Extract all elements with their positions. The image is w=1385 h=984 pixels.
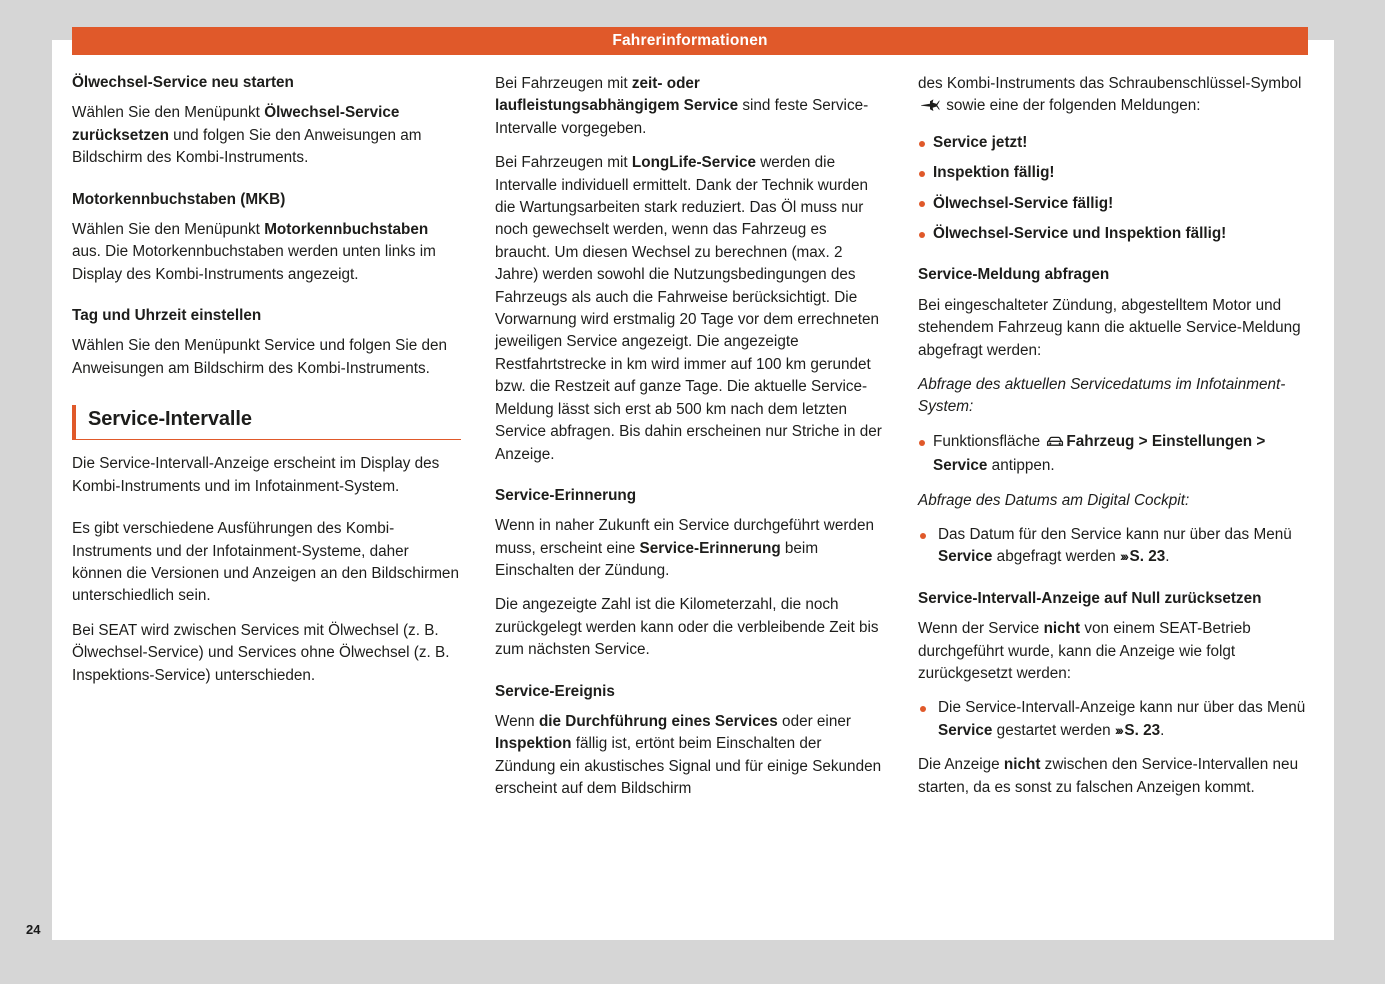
text-run-bold: Fahrzeug > Einstellungen > Service — [933, 432, 1266, 475]
service-messages-list — [918, 132, 1307, 246]
text-columns — [72, 73, 1308, 913]
text-run: von einem SEAT-Betrieb durchgeführt wurde, kann die Anzeige wie folgt zurückgesetzt werden: — [918, 620, 1251, 682]
text-run-bold: LongLife-Service — [631, 154, 756, 172]
paragraph-reset-warning — [918, 754, 1307, 799]
list-item-label: Service jetzt! — [933, 133, 1028, 151]
bullet-icon — [920, 533, 926, 539]
heading-mkb: Motorkennbuchstaben (MKB) — [72, 190, 286, 208]
text-run-bold: nicht — [1043, 620, 1081, 638]
text-run: antippen. — [987, 457, 1055, 475]
text-run: beim Einschalten der Zündung. — [495, 539, 819, 580]
text-run: Bei Fahrzeugen mit — [495, 75, 632, 92]
text-run: Das Datum für den Service kann nur über das Menü — [938, 526, 1292, 544]
text-run: sowie eine der folgenden Meldungen: — [942, 97, 1201, 115]
heading-oil-reset: Ölwechsel-Service neu starten — [72, 74, 294, 91]
section-heading-service-intervalle: Service-Intervalle — [72, 405, 461, 440]
running-head-title: Fahrerinformationen — [612, 32, 768, 49]
list-item — [918, 697, 1307, 742]
text-run-bold: Motorkennbuchstaben — [264, 220, 429, 238]
reset-steps-list — [918, 697, 1307, 742]
text-run: Wählen Sie den Menüpunkt — [72, 104, 265, 122]
text-run: Wenn in naher Zukunft ein Service durchgeführt werden muss, erscheint eine — [495, 517, 874, 557]
text-run: Wählen Sie den Menüpunkt — [72, 220, 265, 238]
list-item-label: Ölwechsel-Service fällig! — [933, 194, 1114, 212]
heading-time-date: Tag und Uhrzeit einstellen — [72, 307, 262, 325]
paragraph-mkb — [72, 219, 461, 286]
list-item — [918, 431, 1307, 478]
text-run: Die Service-Intervall-Anzeige kann nur über das Menü — [938, 699, 1306, 717]
text-run-italic: Abfrage des aktuellen Servicedatums im Infotainment-System: — [918, 376, 1286, 416]
text-run: Bei Fahrzeugen mit — [495, 154, 632, 172]
bullet-icon — [919, 201, 925, 207]
cross-reference-label: S. 23 — [1129, 548, 1166, 566]
text-run-bold: Service — [938, 548, 993, 566]
text-run: Funktionsfläche — [933, 432, 1045, 450]
text-run: Die Anzeige — [918, 756, 1004, 774]
cross-reference[interactable] — [1120, 548, 1165, 565]
paragraph-query-conditions: Bei eingeschalteter Zündung, abgestelltem Motor und stehendem Fahrzeug kann die aktuelle Service-Meldung abgefragt werden: — [918, 296, 1301, 359]
column-right — [918, 73, 1307, 913]
bullet-icon — [919, 171, 925, 177]
text-run: . — [1165, 548, 1170, 566]
list-item-label: Inspektion fällig! — [933, 164, 1055, 182]
paragraph-oil-reset — [72, 102, 461, 169]
cross-reference[interactable] — [1115, 722, 1160, 739]
paragraph-fixed-intervals — [495, 73, 884, 140]
text-run: oder einer — [777, 713, 851, 731]
text-run-bold: Ölwechsel-Service zurücksetzen — [72, 104, 400, 144]
paragraph-kilometers: Die angezeigte Zahl ist die Kilometerzahl, die noch zurückgelegt werden kann oder die verbleibende Zeit bis zum nächsten Service. — [495, 596, 879, 659]
heading-service-ereignis: Service-Ereignis — [495, 682, 615, 700]
list-item — [918, 193, 1307, 215]
text-run: des Kombi-Instruments das Schraubenschlüssel-Symbol — [918, 75, 1302, 92]
bullet-icon — [919, 232, 925, 238]
list-item — [918, 524, 1307, 569]
paragraph-reset-intro — [918, 618, 1307, 685]
bullet-icon — [919, 141, 925, 147]
paragraph-variants: Es gibt verschiedene Ausführungen des Kombi-Instruments und der Infotainment-Systeme, daher können die Versionen und Anzeigen an den Bildschirmen unterschiedlich sein. — [72, 520, 459, 605]
text-run-bold: Service — [938, 721, 993, 739]
heading-service-erinnerung: Service-Erinnerung — [495, 486, 637, 504]
text-run-italic: Abfrage des Datums am Digital Cockpit: — [918, 491, 1190, 509]
infotainment-steps-list — [918, 431, 1307, 478]
text-run: Wenn — [495, 713, 539, 731]
heading-service-meldung-abfragen: Service-Meldung abfragen — [918, 266, 1110, 284]
list-item — [918, 132, 1307, 154]
column-middle — [495, 73, 884, 913]
cross-reference-label: S. 23 — [1124, 721, 1161, 739]
text-run: werden die Intervalle individuell ermittelt. Dank der Technik wurden die Wartungsarbeiten stark reduziert. Das Öl muss nur noch gewechselt werden, wenn das Fahrzeug es braucht. Um diesen Wechsel zu berechnen (max. 2 Jahre) werden sowohl die Nutzungsbedingungen des Fahrzeugs als auch die Fahrweise berücksichtigt. Die Vorwarnung wird erstmalig 20 Tage vor dem errechneten jeweiligen Service angezeigt. Die angezeigte Restfahrtstrecke in km wird immer auf 100 km gerundet bzw. die Restzeit auf ganze Tage. Die aktuelle Service-Meldung lässt sich erst ab 500 km nach dem letzten Service abfragen. Bis dahin erscheinen nur Striche in der Anzeige. — [495, 154, 882, 463]
paragraph-cockpit-query-intro — [918, 490, 1307, 512]
text-run: Wenn der Service — [918, 620, 1044, 638]
text-run: abgefragt werden — [992, 548, 1120, 566]
text-run: und folgen Sie den Anweisungen am Bildschirm des Kombi-Instruments. — [72, 126, 422, 167]
text-run-bold: die Durchführung eines Services — [538, 713, 778, 731]
text-run: aus. Die Motorkennbuchstaben werden unten links im Display des Kombi-Instruments angezeigt. — [72, 243, 436, 283]
paragraph-longlife — [495, 152, 884, 466]
cockpit-steps-list — [918, 524, 1307, 569]
list-item — [918, 162, 1307, 184]
text-run: sind feste Service-Intervalle vorgegeben. — [495, 97, 869, 137]
heading-reset-interval-display: Service-Intervall-Anzeige auf Null zurücksetzen — [918, 589, 1262, 607]
paragraph-time-date: Wählen Sie den Menüpunkt Service und folgen Sie den Anweisungen am Bildschirm des Kombi-Instruments. — [72, 337, 448, 377]
text-run-bold: nicht — [1003, 756, 1041, 774]
list-item — [918, 223, 1307, 245]
text-run-bold: Inspektion — [495, 735, 572, 753]
running-head-banner — [72, 27, 1308, 55]
paragraph-service-ereignis — [495, 711, 884, 801]
list-item-label: Ölwechsel-Service und Inspektion fällig! — [933, 225, 1227, 243]
bullet-icon — [919, 440, 925, 446]
text-run: gestartet werden — [992, 721, 1115, 739]
page-number: 24 — [26, 922, 41, 937]
paragraph-interval-display: Die Service-Intervall-Anzeige erscheint im Display des Kombi-Instruments und im Infotainment-System. — [72, 455, 440, 495]
wrench-icon — [920, 97, 940, 119]
text-run-bold: zeit- oder laufleistungsabhängigem Service — [495, 75, 739, 115]
text-run: zwischen den Service-Intervallen neu starten, da es sonst zu falschen Anzeigen kommt. — [918, 756, 1299, 796]
text-run-bold: Service-Erinnerung — [639, 539, 781, 557]
text-run: . — [1160, 721, 1165, 739]
chevrons-right-icon: ››› — [1120, 548, 1127, 565]
text-run: fällig ist, ertönt beim Einschalten der Zündung ein akustisches Signal und für einige Sekunden erscheint auf dem Bildschirm — [495, 735, 882, 798]
bullet-icon — [920, 706, 926, 712]
column-left — [72, 73, 461, 913]
paragraph-seat-services: Bei SEAT wird zwischen Services mit Ölwechsel (z. B. Ölwechsel-Service) und Services ohne Ölwechsel (z. B. Inspektions-Service) unterschieden. — [72, 621, 450, 684]
paragraph-infotainment-query-intro — [918, 374, 1307, 419]
paragraph-wrench-symbol — [918, 73, 1307, 120]
paragraph-service-erinnerung — [495, 515, 884, 582]
car-front-icon — [1046, 433, 1064, 455]
chevrons-right-icon: ››› — [1114, 721, 1122, 738]
